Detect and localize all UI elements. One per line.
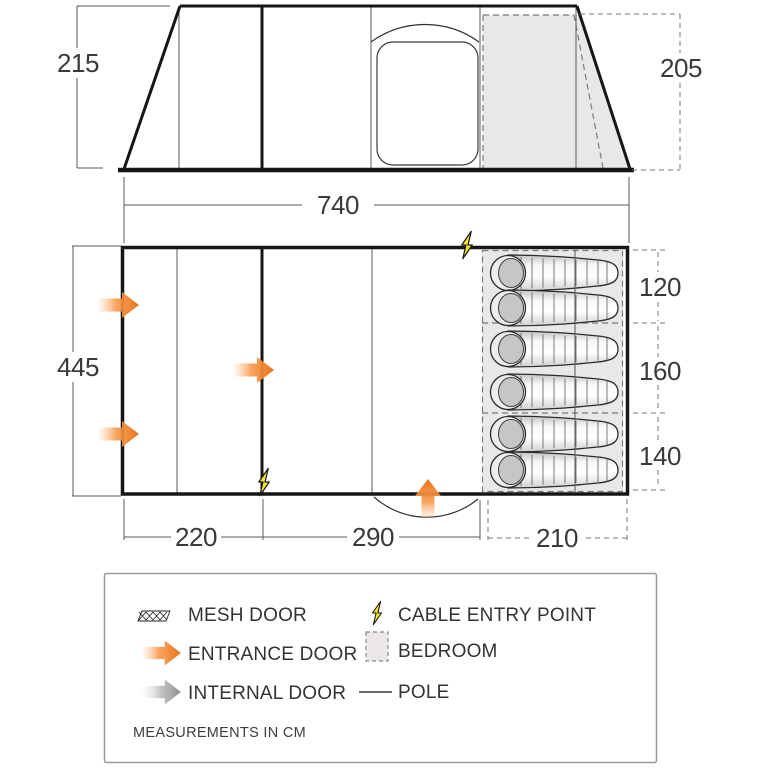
sleeping-bag — [491, 452, 619, 488]
dim-section-2: 290 — [352, 522, 394, 552]
legend-label-pole: POLE — [398, 682, 450, 703]
legend-label-internal-door: INTERNAL DOOR — [188, 683, 347, 704]
dim-height-right: 205 — [660, 53, 702, 83]
dim-depth: 445 — [57, 352, 99, 382]
legend — [105, 574, 657, 763]
sleeping-bag — [491, 290, 619, 326]
side-view-door — [377, 42, 478, 165]
dim-section-1: 220 — [175, 522, 217, 552]
legend-label-bedroom: BEDROOM — [398, 641, 498, 662]
legend-label-entrance-door: ENTRANCE DOOR — [188, 644, 358, 665]
sleeping-bag — [491, 416, 619, 452]
dim-height-left: 215 — [57, 48, 99, 78]
sleeping-bag — [491, 331, 619, 367]
dim-section-3: 210 — [536, 523, 578, 553]
mesh-door-icon — [138, 611, 170, 621]
dim-bedroom-row-1: 120 — [639, 272, 681, 302]
dim-bedroom-row-3: 140 — [639, 441, 681, 471]
dim-bedroom-row-2: 160 — [639, 356, 681, 386]
side-view-bedroom-area — [483, 15, 630, 168]
legend-note: MEASUREMENTS IN CM — [133, 725, 306, 741]
legend-label-mesh-door: MESH DOOR — [188, 605, 307, 626]
bedroom-swatch-icon — [366, 632, 388, 661]
sleeping-bag — [491, 374, 619, 410]
legend-label-cable-entry: CABLE ENTRY POINT — [398, 605, 597, 626]
sleeping-bag — [491, 255, 619, 291]
tent-side-view — [118, 6, 634, 170]
dim-width: 740 — [317, 190, 359, 220]
side-view-door-arch — [371, 24, 479, 42]
floor-plan — [97, 231, 628, 521]
